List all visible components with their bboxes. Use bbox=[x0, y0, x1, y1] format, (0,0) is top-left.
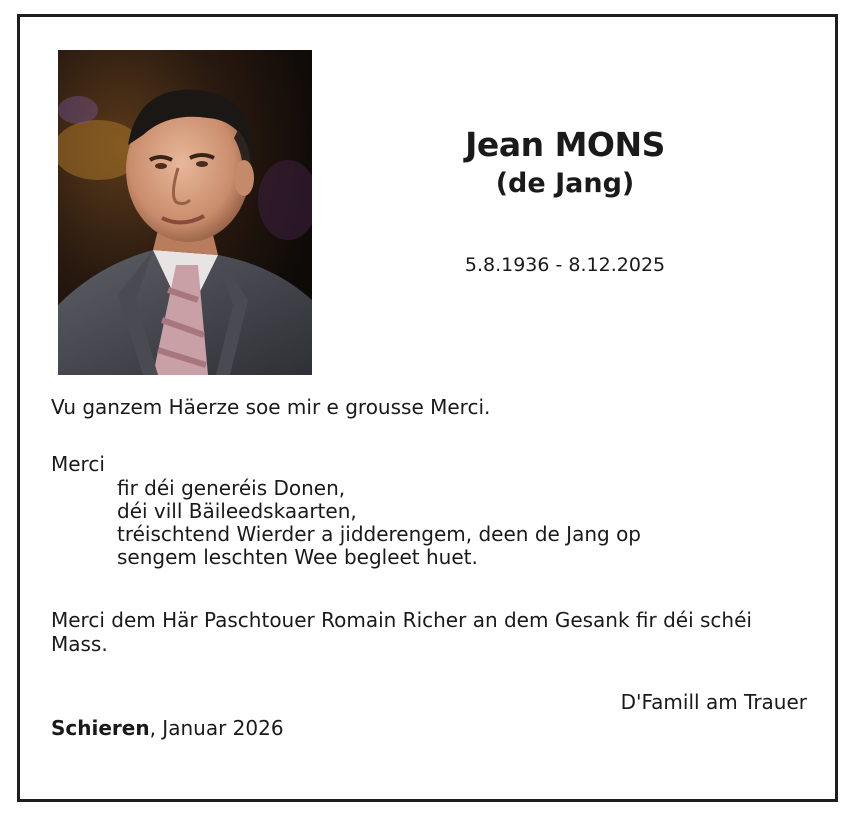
portrait-image bbox=[58, 50, 312, 375]
merci-list bbox=[117, 477, 641, 569]
portrait-photo bbox=[58, 50, 312, 375]
merci-item: sengem leschten Wee begleet huet. bbox=[117, 545, 478, 569]
obituary-card bbox=[17, 14, 838, 802]
merci-item: déi vill Bäileedskaarten, bbox=[117, 499, 357, 523]
thanks-paragraph: Merci dem Här Paschtouer Romain Richer an dem Gesank fir déi schéi Mass. bbox=[51, 608, 752, 656]
life-dates: 5.8.1936 - 8.12.2025 bbox=[464, 254, 666, 276]
closing-date: , Januar 2026 bbox=[149, 716, 284, 740]
deceased-name: Jean MONS bbox=[465, 125, 665, 164]
family-signature: D'Famill am Trauer bbox=[620, 690, 807, 714]
deceased-nickname: (de Jang) bbox=[495, 168, 635, 199]
merci-item: tréischtend Wierder a jidderengem, deen de Jang op bbox=[117, 522, 641, 546]
place-date-line bbox=[51, 716, 284, 740]
place-name: Schieren bbox=[51, 716, 150, 740]
intro-text: Vu ganzem Häerze soe mir e grousse Merci. bbox=[51, 395, 491, 419]
merci-heading: Merci bbox=[51, 452, 105, 476]
merci-item: fir déi generéis Donen, bbox=[117, 476, 346, 500]
